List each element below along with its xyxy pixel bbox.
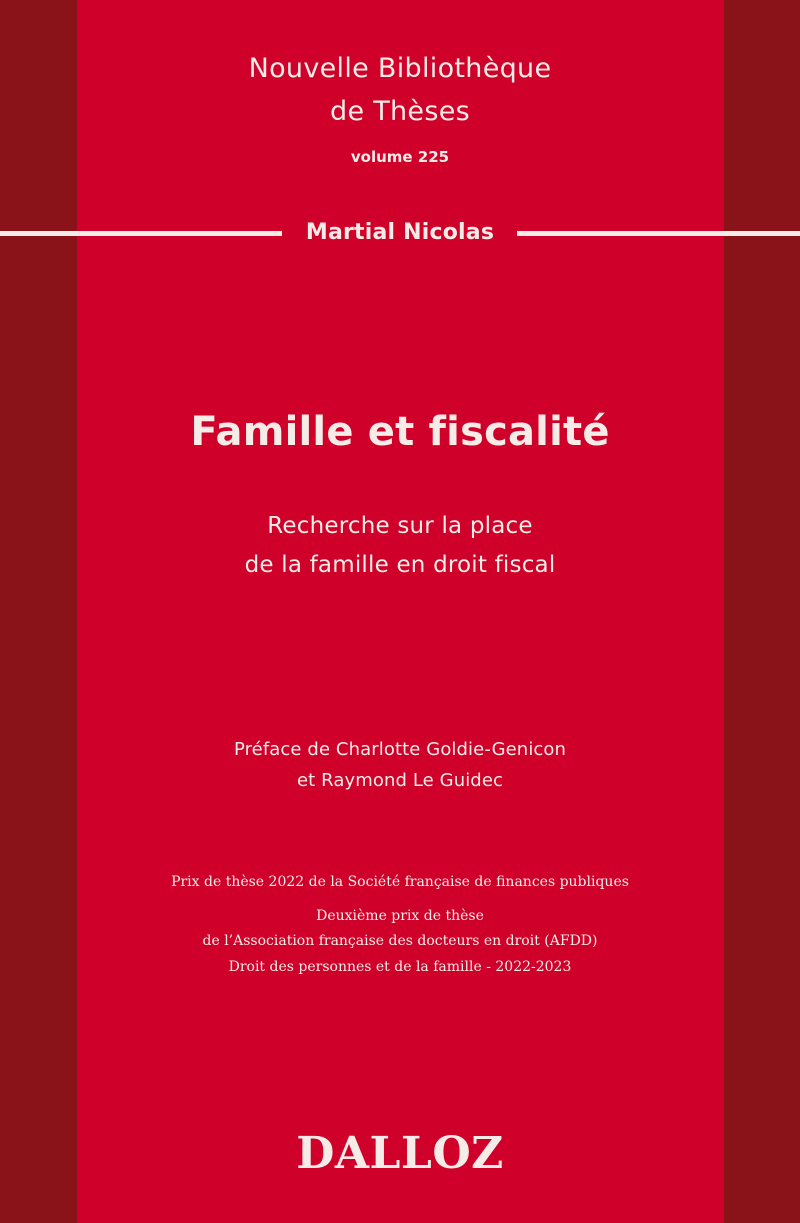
- prize-main-text: Prix de thèse 2022 de la Société française de finances publiques: [171, 874, 629, 890]
- subtitle-line-1: Recherche sur la place: [267, 513, 533, 539]
- preface-line-2: et Raymond Le Guidec: [296, 770, 503, 791]
- publisher-logo: DALLOZ: [296, 1128, 504, 1179]
- center-red-panel: [77, 0, 724, 1223]
- left-side-band: [0, 0, 77, 1223]
- author-name: Martial Nicolas: [305, 220, 495, 245]
- author-row: [0, 214, 800, 252]
- prize-line-2: de l’Association française des docteurs en droit (AFDD): [202, 933, 598, 949]
- preface-line-1: Préface de Charlotte Goldie-Genicon: [233, 739, 567, 760]
- book-title: Famille et fiscalité: [190, 409, 610, 455]
- right-side-band: [724, 0, 800, 1223]
- subtitle-line-2: de la famille en droit fiscal: [244, 552, 556, 578]
- prize-line-1: Deuxième prix de thèse: [316, 908, 484, 924]
- volume-number: volume 225: [350, 148, 450, 166]
- series-title-line-2: de Thèses: [330, 96, 470, 127]
- prize-line-3: Droit des personnes et de la famille - 2022-2023: [228, 959, 572, 975]
- series-title-line-1: Nouvelle Bibliothèque: [248, 53, 552, 84]
